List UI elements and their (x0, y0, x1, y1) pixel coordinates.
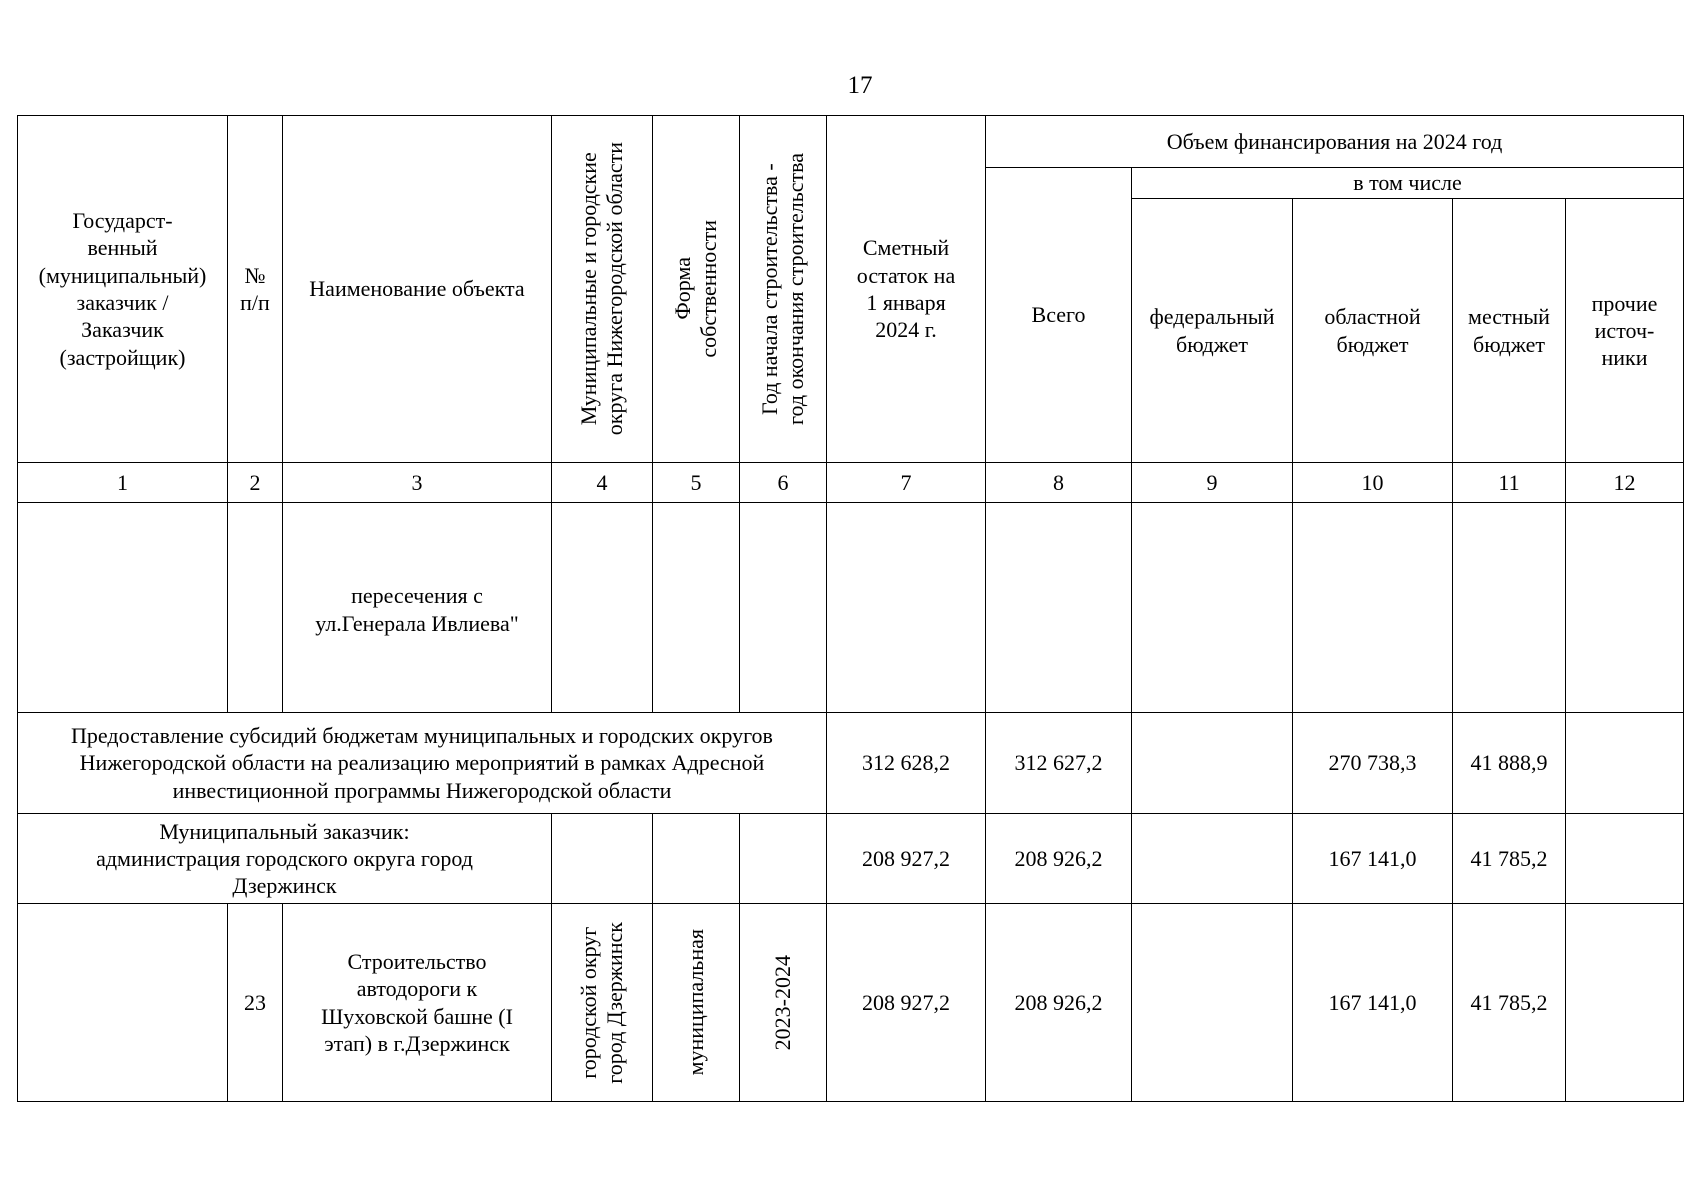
column-number: 1 (18, 463, 228, 503)
object-federal (1132, 904, 1293, 1102)
header-municipality: Муниципальные и городские округа Нижегородской области (552, 116, 653, 463)
customer-row (18, 814, 1684, 904)
header-estimate-balance: Сметный остаток на 1 января 2024 г. (827, 116, 986, 463)
column-number: 11 (1453, 463, 1566, 503)
customer-estimate-balance: 208 927,2 (827, 814, 986, 904)
header-local: местный бюджет (1453, 199, 1566, 463)
object-regional: 167 141,0 (1293, 904, 1453, 1102)
header-ownership: Форма собственности (653, 116, 740, 463)
subsidy-row (18, 713, 1684, 814)
header-other: прочие источ- ники (1566, 199, 1684, 463)
header-years: Год начала строительства - год окончания строительства (740, 116, 827, 463)
object-other (1566, 904, 1684, 1102)
header-funding-title: Объем финансирования на 2024 год (986, 116, 1684, 168)
object-number: 23 (228, 904, 283, 1102)
customer-local: 41 785,2 (1453, 814, 1566, 904)
header-customer: Государст- венный (муниципальный) заказчик / Заказчик (застройщик) (18, 116, 228, 463)
object-row (18, 904, 1684, 1102)
header-total: Всего (986, 168, 1132, 463)
customer-other (1566, 814, 1684, 904)
header-regional: областной бюджет (1293, 199, 1453, 463)
header-object-name: Наименование объекта (283, 116, 552, 463)
column-number: 12 (1566, 463, 1684, 503)
column-number: 9 (1132, 463, 1293, 503)
column-number: 10 (1293, 463, 1453, 503)
object-years: 2023-2024 (740, 904, 827, 1102)
column-number: 2 (228, 463, 283, 503)
object-name: Строительство автодороги к Шуховской башне (I этап) в г.Дзержинск (283, 904, 552, 1102)
column-number: 6 (740, 463, 827, 503)
object-ownership: муниципальная (653, 904, 740, 1102)
subsidy-federal (1132, 713, 1293, 814)
subsidy-regional: 270 738,3 (1293, 713, 1453, 814)
customer-label: Муниципальный заказчик: администрация городского округа город Дзержинск (18, 814, 552, 904)
customer-total: 208 926,2 (986, 814, 1132, 904)
customer-federal (1132, 814, 1293, 904)
column-number: 3 (283, 463, 552, 503)
continued-object-name: пересечения с ул.Генерала Ивлиева" (283, 503, 552, 713)
header-federal: федеральный бюджет (1132, 199, 1293, 463)
object-total: 208 926,2 (986, 904, 1132, 1102)
header-including: в том числе (1132, 168, 1684, 199)
column-number: 8 (986, 463, 1132, 503)
subsidy-estimate-balance: 312 628,2 (827, 713, 986, 814)
subsidy-total: 312 627,2 (986, 713, 1132, 814)
subsidy-local: 41 888,9 (1453, 713, 1566, 814)
investment-program-table (17, 115, 1684, 1102)
object-local: 41 785,2 (1453, 904, 1566, 1102)
customer-regional: 167 141,0 (1293, 814, 1453, 904)
continued-row (18, 503, 1684, 713)
column-number: 7 (827, 463, 986, 503)
subsidy-other (1566, 713, 1684, 814)
header-number: № п/п (228, 116, 283, 463)
column-number: 4 (552, 463, 653, 503)
subsidy-label: Предоставление субсидий бюджетам муниципальных и городских округов Нижегородской области на реализацию мероприятий в рамках Адресной инвестиционной программы Нижегородской области (18, 713, 827, 814)
object-municipality: городской округ город Дзержинск (552, 904, 653, 1102)
column-number: 5 (653, 463, 740, 503)
column-numbers-row (18, 463, 1684, 503)
object-estimate-balance: 208 927,2 (827, 904, 986, 1102)
page-number: 17 (847, 72, 873, 99)
